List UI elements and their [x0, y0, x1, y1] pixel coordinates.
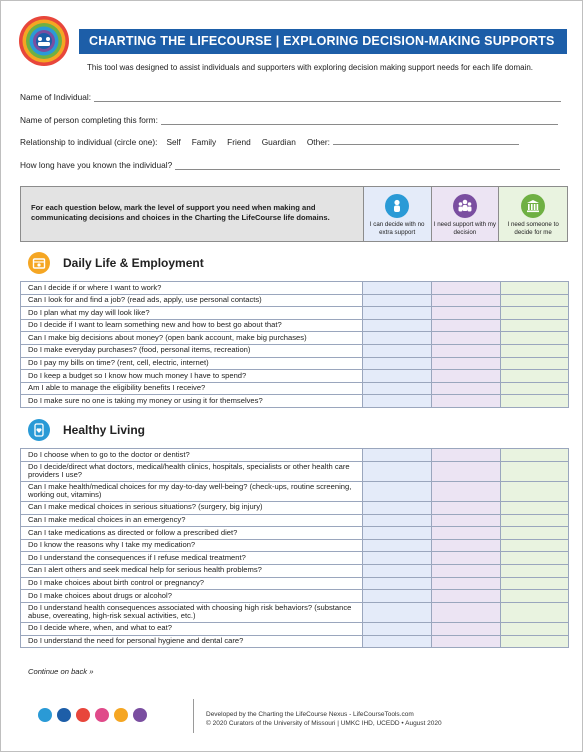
community-domain-icon — [57, 708, 71, 722]
section-header-healthy-living — [28, 419, 145, 441]
answer-cell-support[interactable] — [432, 590, 501, 603]
legend-col-decide-for-me — [498, 187, 567, 241]
answer-cell-decide-for-me[interactable] — [501, 527, 569, 540]
answer-cell-no-support[interactable] — [363, 635, 432, 648]
question-row — [21, 602, 569, 622]
relationship-option-friend[interactable]: Friend — [227, 137, 251, 147]
relationship-option-guardian[interactable]: Guardian — [261, 137, 296, 147]
relationship-option-family[interactable]: Family — [191, 137, 217, 147]
question-row — [21, 332, 569, 345]
question-text: Do I understand the consequences if I refuse medical treatment? — [21, 552, 363, 565]
answer-cell-no-support[interactable] — [363, 622, 432, 635]
answer-cell-no-support[interactable] — [363, 577, 432, 590]
completer-name-label: Name of person completing this form: — [20, 115, 158, 125]
question-row — [21, 282, 569, 295]
answer-cell-no-support[interactable] — [363, 602, 432, 622]
answer-cell-no-support[interactable] — [363, 332, 432, 345]
answer-cell-decide-for-me[interactable] — [501, 382, 569, 395]
answer-cell-support[interactable] — [432, 449, 501, 462]
question-text: Do I know the reasons why I take my medication? — [21, 539, 363, 552]
continue-on-back: Continue on back » — [28, 667, 94, 676]
question-text: Do I understand health consequences associated with choosing high risk behaviors? (substance abuse, overeating, high-risk sexual activities, etc.) — [21, 602, 363, 622]
answer-cell-no-support[interactable] — [363, 552, 432, 565]
answer-cell-no-support[interactable] — [363, 357, 432, 370]
answer-cell-support[interactable] — [432, 319, 501, 332]
answer-cell-decide-for-me[interactable] — [501, 357, 569, 370]
person-icon — [385, 194, 409, 218]
answer-cell-support[interactable] — [432, 635, 501, 648]
question-row — [21, 622, 569, 635]
question-row — [21, 590, 569, 603]
question-row — [21, 449, 569, 462]
answer-cell-decide-for-me[interactable] — [501, 332, 569, 345]
answer-cell-support[interactable] — [432, 282, 501, 295]
question-text: Do I make choices about drugs or alcohol? — [21, 590, 363, 603]
question-text: Do I decide if I want to learn something new and how to best go about that? — [21, 319, 363, 332]
answer-cell-no-support[interactable] — [363, 395, 432, 408]
question-row — [21, 527, 569, 540]
question-row — [21, 382, 569, 395]
answer-cell-support[interactable] — [432, 370, 501, 383]
how-long-label: How long have you known the individual? — [20, 160, 173, 170]
answer-cell-decide-for-me[interactable] — [501, 319, 569, 332]
legend-col-support — [431, 187, 499, 241]
question-text: Do I understand the need for personal hygiene and dental care? — [21, 635, 363, 648]
question-text: Can I take medications as directed or follow a prescribed diet? — [21, 527, 363, 540]
answer-cell-support[interactable] — [432, 501, 501, 514]
question-row — [21, 294, 569, 307]
answer-cell-no-support[interactable] — [363, 344, 432, 357]
how-long-field[interactable] — [20, 160, 560, 170]
page-title: CHARTING THE LIFECOURSE | EXPLORING DECISION-MAKING SUPPORTS — [79, 29, 567, 54]
question-text: Can I make medical choices in serious situations? (surgery, big injury) — [21, 501, 363, 514]
answer-cell-decide-for-me[interactable] — [501, 344, 569, 357]
answer-cell-support[interactable] — [432, 552, 501, 565]
question-text: Do I make sure no one is taking my money or using it for themselves? — [21, 395, 363, 408]
question-row — [21, 370, 569, 383]
individual-name-field[interactable] — [20, 92, 561, 102]
footer-divider — [193, 699, 194, 733]
answer-cell-decide-for-me[interactable] — [501, 481, 569, 501]
answer-cell-decide-for-me[interactable] — [501, 307, 569, 320]
answer-cell-no-support[interactable] — [363, 539, 432, 552]
question-text: Do I plan what my day will look like? — [21, 307, 363, 320]
answer-cell-support[interactable] — [432, 294, 501, 307]
relationship-row — [20, 137, 530, 147]
answer-cell-decide-for-me[interactable] — [501, 461, 569, 481]
answer-cell-support[interactable] — [432, 382, 501, 395]
answer-cell-decide-for-me[interactable] — [501, 514, 569, 527]
courthouse-icon — [521, 194, 545, 218]
section-title-daily-life: Daily Life & Employment — [63, 256, 204, 270]
question-text: Do I make everyday purchases? (food, personal items, recreation) — [21, 344, 363, 357]
heart-phone-icon — [28, 419, 50, 441]
question-text: Can I make big decisions about money? (open bank account, make big purchases) — [21, 332, 363, 345]
answer-cell-decide-for-me[interactable] — [501, 539, 569, 552]
answer-cell-support[interactable] — [432, 514, 501, 527]
question-text: Do I choose when to go to the doctor or dentist? — [21, 449, 363, 462]
support-legend — [20, 186, 568, 242]
question-row — [21, 319, 569, 332]
daily-life-table — [20, 281, 569, 408]
footer-line-1: Developed by the Charting the LifeCourse Nexus - LifeCourseTools.com — [206, 711, 414, 718]
answer-cell-support[interactable] — [432, 564, 501, 577]
question-row — [21, 564, 569, 577]
question-text: Can I decide if or where I want to work? — [21, 282, 363, 295]
legend-col3-label: I need someone to decide for me — [507, 221, 559, 236]
section-title-healthy-living: Healthy Living — [63, 423, 146, 437]
answer-cell-decide-for-me[interactable] — [501, 564, 569, 577]
group-icon — [453, 194, 477, 218]
individual-name-line[interactable] — [94, 94, 561, 102]
question-text: Do I decide/direct what doctors, medical/health clinics, hospitals, specialists or other health care providers I use? — [21, 461, 363, 481]
how-long-line[interactable] — [175, 162, 560, 170]
answer-cell-support[interactable] — [432, 622, 501, 635]
question-row — [21, 577, 569, 590]
answer-cell-support[interactable] — [432, 527, 501, 540]
answer-cell-support[interactable] — [432, 344, 501, 357]
legend-col-no-support — [363, 187, 431, 241]
question-row — [21, 395, 569, 408]
question-row — [21, 514, 569, 527]
footer-line-2: © 2020 Curators of the University of Missouri | UMKC IHD, UCEDD • August 2020 — [206, 719, 442, 727]
question-row — [21, 344, 569, 357]
question-text: Do I decide where, when, and what to eat? — [21, 622, 363, 635]
question-text: Do I make choices about birth control or pregnancy? — [21, 577, 363, 590]
question-text: Do I keep a budget so I know how much money I have to spend? — [21, 370, 363, 383]
legend-col2-label: I need support with my decision — [433, 221, 497, 236]
footer-text — [206, 711, 442, 728]
question-text: Can I make health/medical choices for my day-to-day well-being? (check-ups, routine screening, working out, vitamins) — [21, 481, 363, 501]
answer-cell-support[interactable] — [432, 357, 501, 370]
domain-icons-row — [38, 708, 152, 722]
answer-cell-no-support[interactable] — [363, 449, 432, 462]
question-row — [21, 501, 569, 514]
answer-cell-no-support[interactable] — [363, 370, 432, 383]
answer-cell-no-support[interactable] — [363, 564, 432, 577]
answer-cell-no-support[interactable] — [363, 319, 432, 332]
answer-cell-decide-for-me[interactable] — [501, 552, 569, 565]
spirituality-domain-icon — [76, 708, 90, 722]
question-row — [21, 357, 569, 370]
lifecourse-logo — [18, 15, 70, 67]
answer-cell-decide-for-me[interactable] — [501, 577, 569, 590]
answer-cell-no-support[interactable] — [363, 294, 432, 307]
answer-cell-support[interactable] — [432, 577, 501, 590]
answer-cell-support[interactable] — [432, 307, 501, 320]
question-row — [21, 461, 569, 481]
question-row — [21, 552, 569, 565]
answer-cell-decide-for-me[interactable] — [501, 370, 569, 383]
legend-instructions: For each question below, mark the level of support you need when making and communicating decisions and choices in the Charting the LifeCourse life domains. — [21, 187, 363, 241]
completer-name-field[interactable] — [20, 115, 558, 125]
answer-cell-decide-for-me[interactable] — [501, 622, 569, 635]
answer-cell-support[interactable] — [432, 481, 501, 501]
advocacy-domain-icon — [133, 708, 147, 722]
daily-life-domain-icon — [38, 708, 52, 722]
relationship-option-other[interactable]: Other: — [306, 137, 330, 147]
answer-cell-decide-for-me[interactable] — [501, 395, 569, 408]
healthy-living-table — [20, 448, 569, 648]
answer-cell-no-support[interactable] — [363, 282, 432, 295]
answer-cell-no-support[interactable] — [363, 590, 432, 603]
question-text: Do I pay my bills on time? (rent, cell, electric, internet) — [21, 357, 363, 370]
answer-cell-decide-for-me[interactable] — [501, 501, 569, 514]
answer-cell-support[interactable] — [432, 602, 501, 622]
relationship-other-line[interactable] — [333, 137, 519, 145]
answer-cell-no-support[interactable] — [363, 514, 432, 527]
answer-cell-decide-for-me[interactable] — [501, 449, 569, 462]
relationship-label: Relationship to individual (circle one): — [20, 137, 158, 147]
question-text: Can I make medical choices in an emergency? — [21, 514, 363, 527]
section-header-daily-life — [28, 252, 204, 274]
question-row — [21, 307, 569, 320]
answer-cell-decide-for-me[interactable] — [501, 294, 569, 307]
legend-col1-label: I can decide with no extra support — [369, 221, 425, 236]
answer-cell-no-support[interactable] — [363, 461, 432, 481]
answer-cell-support[interactable] — [432, 332, 501, 345]
answer-cell-no-support[interactable] — [363, 382, 432, 395]
answer-cell-no-support[interactable] — [363, 307, 432, 320]
answer-cell-support[interactable] — [432, 395, 501, 408]
social-domain-icon — [114, 708, 128, 722]
question-text: Can I look for and find a job? (read ads, apply, use personal contacts) — [21, 294, 363, 307]
question-text: Can I alert others and seek medical help for serious health problems? — [21, 564, 363, 577]
question-text: Am I able to manage the eligibility benefits I receive? — [21, 382, 363, 395]
question-row — [21, 635, 569, 648]
question-row — [21, 481, 569, 501]
page-subtitle: This tool was designed to assist individuals and supporters with exploring decision making support needs for each life domain. — [87, 63, 534, 72]
answer-cell-decide-for-me[interactable] — [501, 282, 569, 295]
completer-name-line[interactable] — [161, 117, 558, 125]
sun-calendar-icon — [28, 252, 50, 274]
safety-domain-icon — [95, 708, 109, 722]
answer-cell-support[interactable] — [432, 539, 501, 552]
relationship-option-self[interactable]: Self — [166, 137, 181, 147]
individual-name-label: Name of Individual: — [20, 92, 92, 102]
question-row — [21, 539, 569, 552]
answer-cell-decide-for-me[interactable] — [501, 602, 569, 622]
answer-cell-no-support[interactable] — [363, 501, 432, 514]
answer-cell-support[interactable] — [432, 461, 501, 481]
answer-cell-no-support[interactable] — [363, 527, 432, 540]
answer-cell-decide-for-me[interactable] — [501, 635, 569, 648]
answer-cell-no-support[interactable] — [363, 481, 432, 501]
answer-cell-decide-for-me[interactable] — [501, 590, 569, 603]
